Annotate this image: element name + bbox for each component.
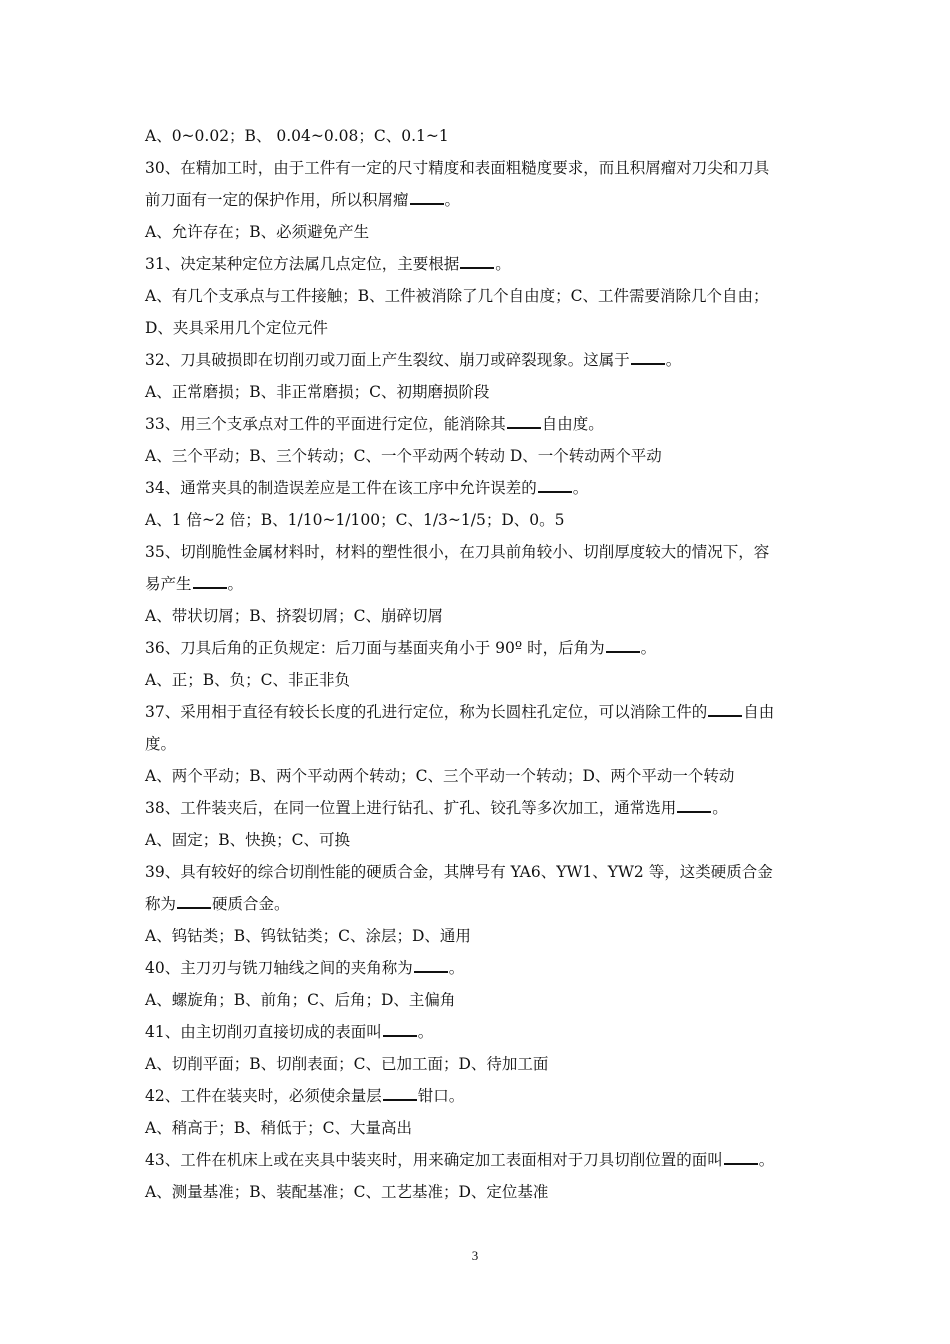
answer-blank [538, 476, 572, 493]
text-line [145, 536, 815, 568]
text-line [145, 376, 815, 408]
text-line [145, 344, 815, 376]
line-text: 39、具有较好的综合切削性能的硬质合金，其牌号有 YA6、YW1、YW2 等，这类硬质合金 [145, 863, 773, 881]
line-text: 38、工件装夹后，在同一位置上进行钻孔、扩孔、铰孔等多次加工，通常选用 [145, 799, 677, 817]
line-text: 31、决定某种定位方法属几点定位，主要根据 [145, 255, 460, 273]
answer-blank [631, 348, 665, 365]
text-line [145, 856, 815, 888]
answer-blank [383, 1084, 417, 1101]
text-line [145, 152, 815, 184]
answer-blank [677, 796, 711, 813]
text-line [145, 1144, 815, 1176]
line-text: A、稍高于；B、稍低于；C、大量高出 [145, 1119, 412, 1137]
line-text: A、允许存在；B、必须避免产生 [145, 223, 370, 241]
line-text-after-blank: 。 [417, 1023, 434, 1041]
line-text: A、两个平动；B、两个平动两个转动；C、三个平动一个转动；D、两个平动一个转动 [145, 767, 735, 785]
text-line [145, 824, 815, 856]
line-text: A、三个平动；B、三个转动；C、一个平动两个转动 D、一个转动两个平动 [145, 447, 662, 465]
line-text: 前刀面有一定的保护作用，所以积屑瘤 [145, 191, 409, 209]
line-text: 易产生 [145, 575, 192, 593]
document-body [145, 120, 815, 1208]
line-text: A、正常磨损；B、非正常磨损；C、初期磨损阶段 [145, 383, 490, 401]
text-line [145, 792, 815, 824]
text-line [145, 504, 815, 536]
text-line [145, 568, 815, 600]
line-text: 33、用三个支承点对工件的平面进行定位，能消除其 [145, 415, 506, 433]
text-line [145, 440, 815, 472]
text-line [145, 664, 815, 696]
text-line [145, 760, 815, 792]
text-line [145, 472, 815, 504]
text-line [145, 1048, 815, 1080]
text-line [145, 216, 815, 248]
line-text: A、带状切屑；B、挤裂切屑；C、崩碎切屑 [145, 607, 443, 625]
answer-blank [507, 412, 541, 429]
text-line [145, 248, 815, 280]
answer-blank [724, 1148, 758, 1165]
line-text: A、0~0.02；B、 0.04~0.08；C、0.1~1 [145, 127, 449, 145]
answer-blank [383, 1020, 417, 1037]
line-text: 41、由主切削刃直接切成的表面叫 [145, 1023, 382, 1041]
line-text: A、钨钴类；B、钨钛钴类；C、涂层；D、通用 [145, 927, 471, 945]
answer-blank [410, 188, 444, 205]
text-line [145, 600, 815, 632]
line-text: 32、刀具破损即在切削刃或刀面上产生裂纹、崩刀或碎裂现象。这属于 [145, 351, 630, 369]
line-text-after-blank: 。 [712, 799, 728, 817]
answer-blank [177, 892, 211, 909]
line-text: 43、工件在机床上或在夹具中装夹时，用来确定加工表面相对于刀具切削位置的面叫 [145, 1151, 723, 1169]
text-line [145, 728, 815, 760]
line-text: 34、通常夹具的制造误差应是工件在该工序中允许误差的 [145, 479, 537, 497]
line-text-after-blank: 自由度。 [541, 415, 604, 433]
line-text-after-blank: 自由 [743, 703, 775, 721]
text-line [145, 632, 815, 664]
text-line [145, 1176, 815, 1208]
text-line [145, 952, 815, 984]
line-text: 度。 [145, 735, 177, 753]
answer-blank [460, 252, 494, 269]
line-text: A、测量基准；B、装配基准；C、工艺基准；D、定位基准 [145, 1183, 549, 1201]
line-text-after-blank: 。 [572, 479, 589, 497]
line-text-after-blank: 。 [444, 191, 461, 209]
answer-blank [606, 636, 640, 653]
line-text: A、有几个支承点与工件接触；B、工件被消除了几个自由度；C、工件需要消除几个自由； [145, 287, 769, 305]
line-text: 37、采用相于直径有较长长度的孔进行定位，称为长圆柱孔定位，可以消除工件的 [145, 703, 708, 721]
line-text-after-blank: 。 [227, 575, 244, 593]
text-line [145, 984, 815, 1016]
answer-blank [708, 700, 742, 717]
line-text-after-blank: 钳口。 [417, 1087, 465, 1105]
page-number: 3 [471, 1248, 479, 1263]
text-line [145, 280, 815, 312]
line-text: A、1 倍~2 倍；B、1/10~1/100；C、1/3~1/5；D、0。5 [145, 511, 565, 529]
text-line [145, 1080, 815, 1112]
text-line [145, 312, 815, 344]
line-text-after-blank: 硬质合金。 [212, 895, 290, 913]
line-text: 40、主刀刃与铣刀轴线之间的夹角称为 [145, 959, 413, 977]
line-text: D、夹具采用几个定位元件 [145, 319, 328, 337]
answer-blank [414, 956, 448, 973]
text-line [145, 888, 815, 920]
line-text: A、固定；B、快换；C、可换 [145, 831, 350, 849]
line-text: A、正；B、负；C、非正非负 [145, 671, 350, 689]
line-text: 36、刀具后角的正负规定：后刀面与基面夹角小于 90º 时，后角为 [145, 639, 605, 657]
line-text-after-blank: 。 [640, 639, 657, 657]
line-text: 42、工件在装夹时，必须使余量层 [145, 1087, 382, 1105]
text-line [145, 1016, 815, 1048]
text-line [145, 1112, 815, 1144]
line-text: 称为 [145, 895, 177, 913]
line-text-after-blank: 。 [758, 1151, 775, 1169]
line-text: 30、在精加工时，由于工件有一定的尺寸精度和表面粗糙度要求，而且积屑瘤对刀尖和刀具 [145, 159, 770, 177]
text-line [145, 120, 815, 152]
text-line [145, 184, 815, 216]
line-text-after-blank: 。 [448, 959, 465, 977]
text-line [145, 920, 815, 952]
text-line [145, 408, 815, 440]
answer-blank [193, 572, 227, 589]
line-text: A、螺旋角；B、前角；C、后角；D、主偏角 [145, 991, 456, 1009]
line-text-after-blank: 。 [665, 351, 682, 369]
line-text-after-blank: 。 [495, 255, 511, 273]
line-text: A、切削平面；B、切削表面；C、已加工面；D、待加工面 [145, 1055, 549, 1073]
text-line [145, 696, 815, 728]
line-text: 35、切削脆性金属材料时，材料的塑性很小，在刀具前角较小、切削厚度较大的情况下，容 [145, 543, 770, 561]
